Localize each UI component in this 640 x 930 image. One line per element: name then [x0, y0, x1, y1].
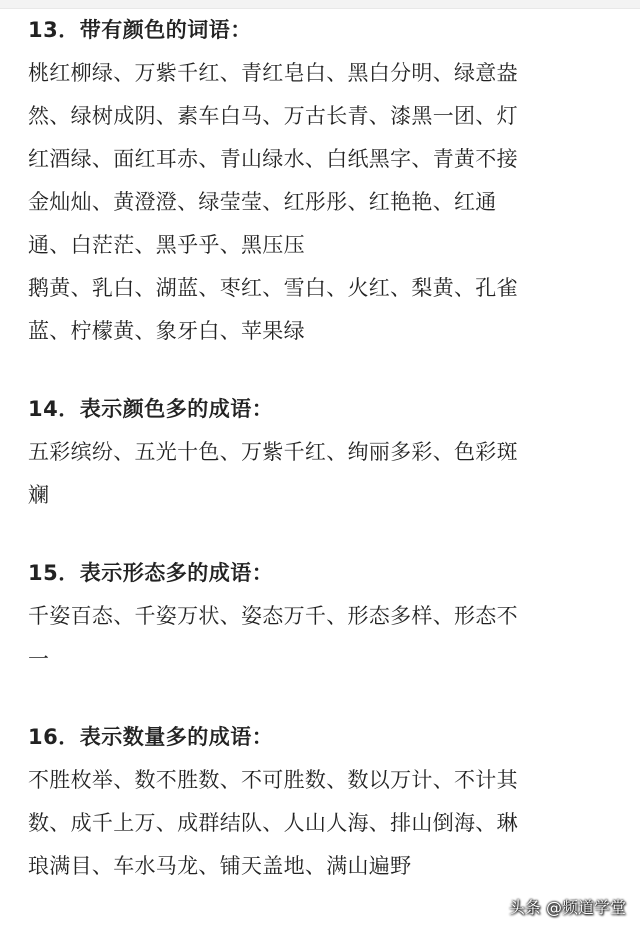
- section-spacer: [28, 517, 618, 557]
- section-16: [28, 721, 618, 888]
- section-15: [28, 557, 618, 681]
- section-spacer: [28, 353, 618, 393]
- text-line: 金灿灿、黄澄澄、绿莹莹、红彤彤、红艳艳、红通: [28, 190, 497, 214]
- text-line: 不胜枚举、数不胜数、不可胜数、数以万计、不计其: [28, 768, 518, 792]
- text-line: 斓: [28, 483, 50, 507]
- text-line: 一: [28, 647, 50, 671]
- text-line: 红酒绿、面红耳赤、青山绿水、白纸黑字、青黄不接: [28, 147, 518, 171]
- text-line: 然、绿树成阴、素车白马、万古长青、漆黑一团、灯: [28, 104, 518, 128]
- section-13: [28, 14, 618, 353]
- section-heading: 14．表示颜色多的成语：: [28, 397, 274, 421]
- section-14: [28, 393, 618, 517]
- text-line: 琅满目、车水马龙、铺天盖地、满山遍野: [28, 854, 412, 878]
- watermark: 头条 @频道学堂: [508, 898, 626, 917]
- section-heading: 15．表示形态多的成语：: [28, 561, 274, 585]
- section-heading: 16．表示数量多的成语：: [28, 725, 274, 749]
- text-line: 桃红柳绿、万紫千红、青红皂白、黑白分明、绿意盎: [28, 61, 518, 85]
- text-line: 鹅黄、乳白、湖蓝、枣红、雪白、火红、梨黄、孔雀: [28, 276, 518, 300]
- text-line: 五彩缤纷、五光十色、万紫千红、绚丽多彩、色彩斑: [28, 440, 518, 464]
- text-line: 千姿百态、千姿万状、姿态万千、形态多样、形态不: [28, 604, 518, 628]
- text-line: 数、成千上万、成群结队、人山人海、排山倒海、琳: [28, 811, 518, 835]
- article-body: [28, 14, 618, 888]
- section-heading: 13．带有颜色的词语：: [28, 18, 252, 42]
- section-spacer: [28, 681, 618, 721]
- text-line: 蓝、柠檬黄、象牙白、苹果绿: [28, 319, 305, 343]
- top-divider: [0, 0, 640, 9]
- text-line: 通、白茫茫、黑乎乎、黑压压: [28, 233, 305, 257]
